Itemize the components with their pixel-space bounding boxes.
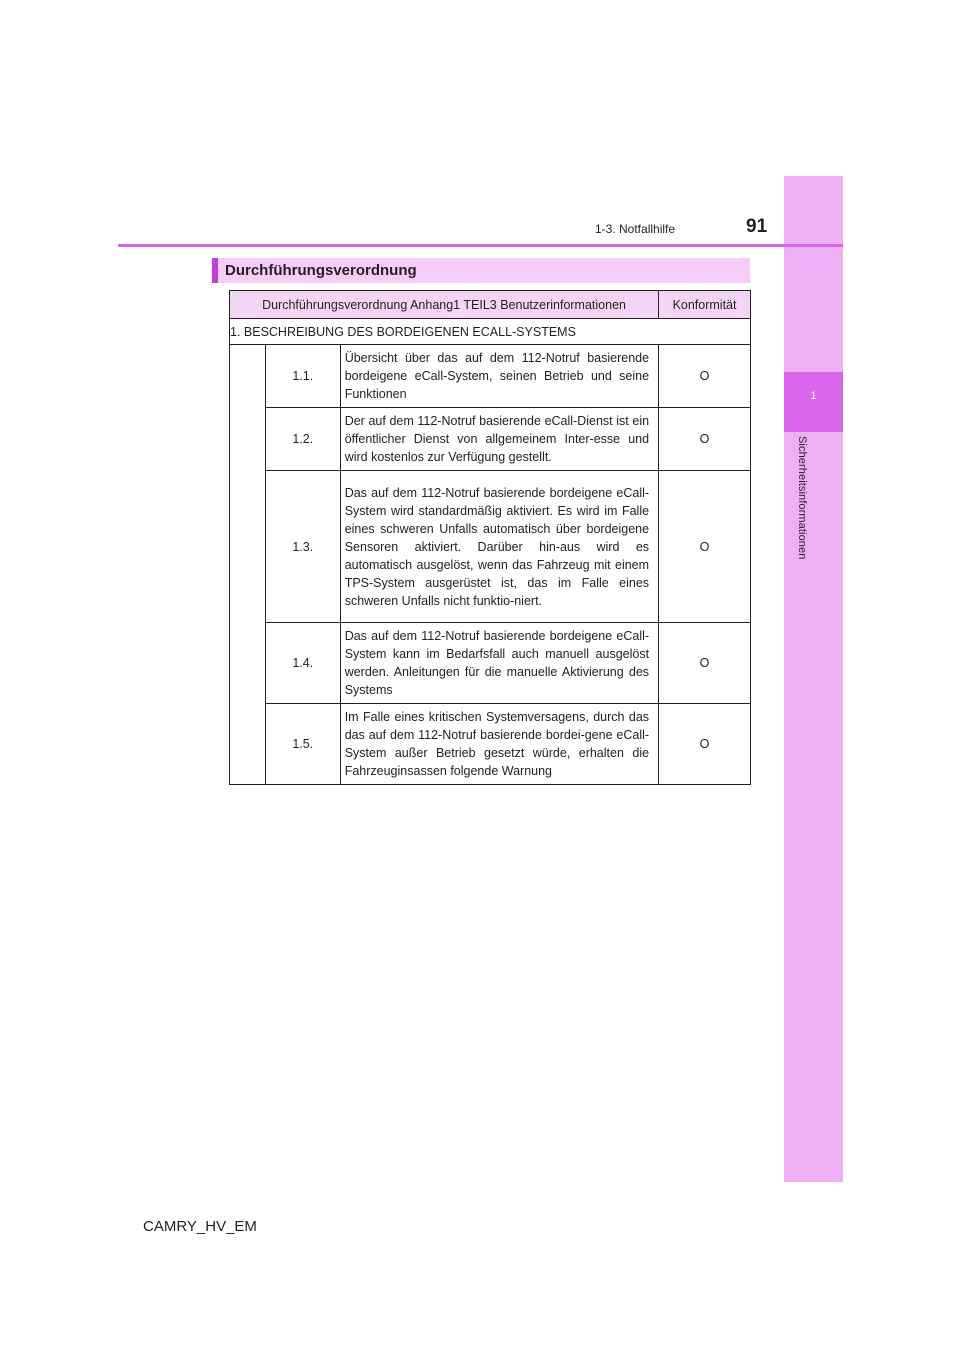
table-row <box>230 471 751 623</box>
row-number: 1.1. <box>265 345 340 408</box>
header-rule <box>118 244 843 247</box>
row-number: 1.4. <box>265 623 340 704</box>
column-header-regulation: Durchführungsverordnung Anhang1 TEIL3 Benutzerinformationen <box>230 291 659 319</box>
table-section-row <box>230 319 751 345</box>
row-description: Übersicht über das auf dem 112-Notruf basierende bordeigene eCall-System, seinen Betrieb und seine Funktionen <box>340 345 658 408</box>
chapter-side-tab <box>784 176 843 1182</box>
row-conformity: O <box>659 623 751 704</box>
page-number: 91 <box>746 216 768 237</box>
table-row <box>230 408 751 471</box>
heading-marker <box>212 258 218 283</box>
row-description: Das auf dem 112-Notruf basierende bordeigene eCall-System wird standardmäßig aktiviert. Es wird im Falle eines schweren Unfalls automatisch über bordeigene Sensoren aktiviert. Darüber hin-aus wird es automatisch ausgelöst, wenn das Fahrzeug mit einem TPS-System ausgerüstet ist, das im Falle eines schweren Unfalls nicht funktio-niert. <box>340 471 658 623</box>
table-row <box>230 704 751 785</box>
table-row <box>230 623 751 704</box>
row-description: Im Falle eines kritischen Systemversagens, durch das das auf dem 112-Notruf basierende bordei-gene eCall-System außer Betrieb gesetzt würde, erhalten die Fahrzeuginsassen folgende Warnung <box>340 704 658 785</box>
section-heading: Durchführungsverordnung <box>225 262 417 279</box>
model-code: CAMRY_HV_EM <box>143 1218 257 1235</box>
table-row <box>230 345 751 408</box>
row-conformity: O <box>659 471 751 623</box>
row-number: 1.2. <box>265 408 340 471</box>
indent-cell <box>230 345 266 785</box>
row-description: Das auf dem 112-Notruf basierende bordeigene eCall-System kann im Bedarfsfall auch manuell ausgelöst werden. Anleitungen für die manuelle Aktivierung des Systems <box>340 623 658 704</box>
chapter-tab-marker <box>784 372 843 432</box>
row-conformity: O <box>659 408 751 471</box>
row-conformity: O <box>659 345 751 408</box>
column-header-conformity: Konformität <box>659 291 751 319</box>
row-conformity: O <box>659 704 751 785</box>
chapter-number: 1 <box>810 390 817 402</box>
table-header-row <box>230 291 751 319</box>
section-title: 1. BESCHREIBUNG DES BORDEIGENEN ECALL-SYSTEMS <box>230 319 751 345</box>
regulation-table <box>229 290 751 785</box>
row-number: 1.3. <box>265 471 340 623</box>
section-reference: 1-3. Notfallhilfe <box>595 222 676 236</box>
chapter-label: Sicherheitsinformationen <box>796 436 808 560</box>
row-description: Der auf dem 112-Notruf basierende eCall-Dienst ist ein öffentlicher Dienst von allgemeinem Inter-esse und wird kostenlos zur Verfügung gestellt. <box>340 408 658 471</box>
row-number: 1.5. <box>265 704 340 785</box>
